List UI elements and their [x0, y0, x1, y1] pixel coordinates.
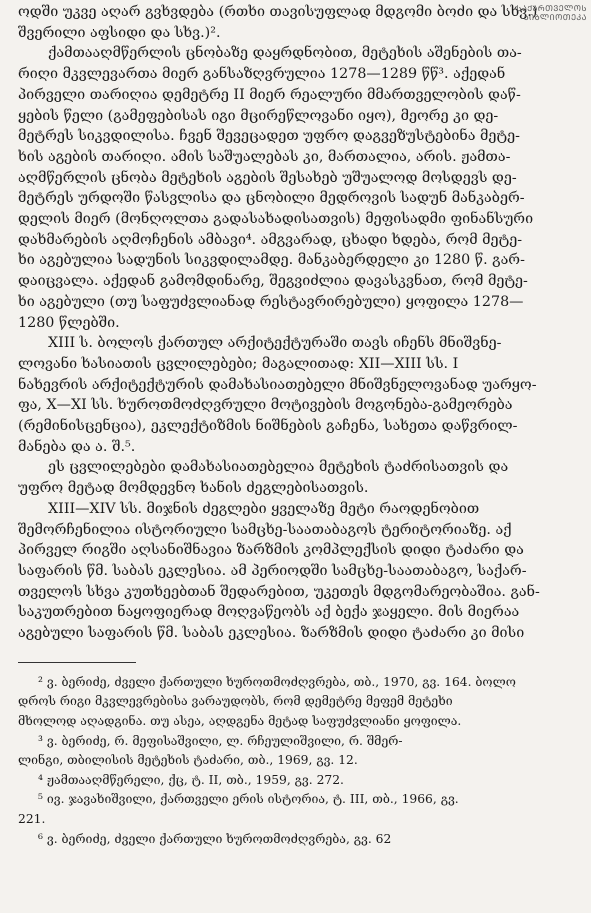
paragraph [18, 333, 575, 457]
footnote-line: ლინგი, თბილისის მეტეხის ტაძარი, თბ., 1969, გვ. 12. [18, 753, 358, 768]
text-line: საკუთრებით ნაყოფიერად მოღვაწეობს აქ ბექა ჯაყელი. მის მიერაა [18, 604, 520, 621]
footnote-line: ⁶ ვ. ბერიძე, ძველი ქართული ხუროთმოძღვრება, გვ. 62 [38, 831, 392, 846]
text-line: ხი აგებული (თუ საფუძვლიანად რესტავრირებული) ყოფილა 1278— [18, 293, 524, 310]
text-line: თველოს სხვა კუთხეებთან შედარებით, უკეთეს მდგომარეობაშია. გან- [18, 583, 540, 600]
footnote-line: ² ვ. ბერიძე, ძველი ქართული ხუროთმოძღვრება, თბ., 1970, გვ. 164. ბოლო [38, 674, 516, 689]
text-line: აგებული საფარის წმ. საბას ეკლესია. ზარზმის დიდი ტაძარი კი მისი [18, 625, 525, 642]
body-text [18, 2, 575, 644]
text-line: პირველ რიგში აღსანიშნავია ზარზმის კომპლექსის დიდი ტაძარი და [18, 542, 524, 559]
footnote-line: ⁵ ივ. ჯავახიშვილი, ქართველი ერის ისტორია, ტ. III, თბ., 1966, გვ. [38, 792, 459, 807]
text-line: ეს ცვლილებები დამახასიათებელია მეტეხის ტაძრისათვის და [48, 459, 509, 476]
text-line: ნახევრის არქიტექტურის დამახასიათებელი მნიშვნელოვანად უარყო- [18, 376, 537, 393]
footnote-divider [18, 662, 136, 663]
text-line: ლოვანი ხასიათის ცვლილებები; მაგალითად: XII—XIII სს. I [18, 355, 459, 372]
text-line: XIII—XIV სს. მიჯნის ძეგლები ყველაზე მეტი რაოდენობით [48, 500, 480, 517]
text-line: უფრო მეტად მომდევნო ხანის ძეგლებისათვის. [18, 480, 369, 497]
text-line: შვერილი აფსიდი და სხვ.)². [18, 24, 221, 41]
paragraph [18, 2, 575, 43]
text-line: საფარის წმ. საბას ეკლესია. ამ პერიოდში სამცხე-საათაბაგო, საქარ- [18, 562, 527, 579]
watermark-line-1: ᲡᲐᲥᲐᲠᲗᲕᲔᲚᲝᲡ [516, 4, 587, 13]
footnote-line: ⁴ ჟამთააღმწერელი, ქც, ტ. II, თბ., 1959, გვ. 272. [38, 772, 344, 787]
text-line: ხი აგებულია სადუნის სიკვდილამდე. მანკაბერდელი კი 1280 წ. გარ- [18, 252, 525, 269]
text-line: დაიცვალა. აქედან გამომდინარე, შეგვიძლია დავასკვნათ, რომ მეტე- [18, 273, 528, 290]
text-line: მეტრეს ურდოში წასვლისა და ცნობილი მედროვის სადუნ მანკაბერ- [18, 190, 525, 207]
text-line: ყების წელი (გამეფებისას იგი მცირეწლოვანი იყო), მეორე კი დე- [18, 107, 499, 124]
text-line: (რემინისცენცია), ეკლექტიზმის ნიშნების გაჩენა, სახეთა დაწვრილ- [18, 418, 518, 435]
footnote-line: 221. [18, 811, 46, 826]
footnote-line: მხოლოდ აღადგინა. თუ ასეა, აღდგენა მეტად საფუძვლიანი ყოფილა. [18, 713, 462, 728]
paragraph [18, 43, 575, 333]
text-line: დელის მიერ (მონღოლთა გადასახადისათვის) მეფისადმი ფინანსური [18, 211, 534, 228]
text-line: XIII ს. ბოლოს ქართულ არქიტექტურაში თავს იჩენს მნიშვნე- [48, 335, 502, 352]
text-line: ქამთააღმწერლის ცნობაზე დაყრდნობით, მეტეხის აშენების თა- [48, 45, 522, 62]
text-line: შემორჩენილია ისტორიული სამცხე-საათაბაგოს ტერიტორიაზე. აქ [18, 521, 512, 538]
text-line: რიღი მკვლევართა მიერ განსაზღვრულია 1278—1289 წწ³. აქედან [18, 66, 506, 83]
text-line: აღმწერლის ცნობა მეტეხის აგების შესახებ უშუალოდ მოსდევს დე- [18, 169, 517, 186]
text-line: 1280 წლებში. [18, 314, 120, 331]
text-line: ხის აგების თარიღი. ამის საშუალებას კი, მართალია, არის. ჟამთა- [18, 148, 511, 165]
footnote-line: დროს რიგი მკვლევრებისა ვარაუდობს, რომ დემეტრე მეფემ მეტეხი [18, 694, 453, 709]
text-line: მანება და ა. შ.⁵. [18, 438, 136, 455]
text-line: ფა, X—XI სს. ხუროთმოძღვრული მოტივების მოგონება-გამეორება [18, 397, 513, 414]
paragraph [18, 499, 575, 644]
text-line: დახმარების აღმოჩენის ამბავი⁴. ამგვარად, ცხადი ხდება, რომ მეტე- [18, 231, 523, 248]
library-watermark [516, 4, 587, 22]
footnotes [18, 673, 575, 849]
text-line: მეტრეს სიკვდილისა. ჩვენ შევეცადეთ უფრო დაგვეზუსტებინა მეტე- [18, 128, 520, 145]
footnote-line: ³ ვ. ბერიძე, რ. მეფისაშვილი, ლ. რჩეულიშვილი, რ. შმერ- [38, 733, 403, 748]
watermark-line-2: ᲑᲘᲑᲚᲘᲝᲗᲔᲙᲐ [523, 13, 587, 22]
text-line: ოდში უკვე აღარ გვხვდება (რთხი თავისუფლად მდგომი ბოძი და სხვ.) [18, 4, 538, 20]
text-line: პირველი თარიღია დემეტრე II მიერ რეალური მმართველობის დაწ- [18, 86, 521, 103]
paragraph [18, 457, 575, 498]
